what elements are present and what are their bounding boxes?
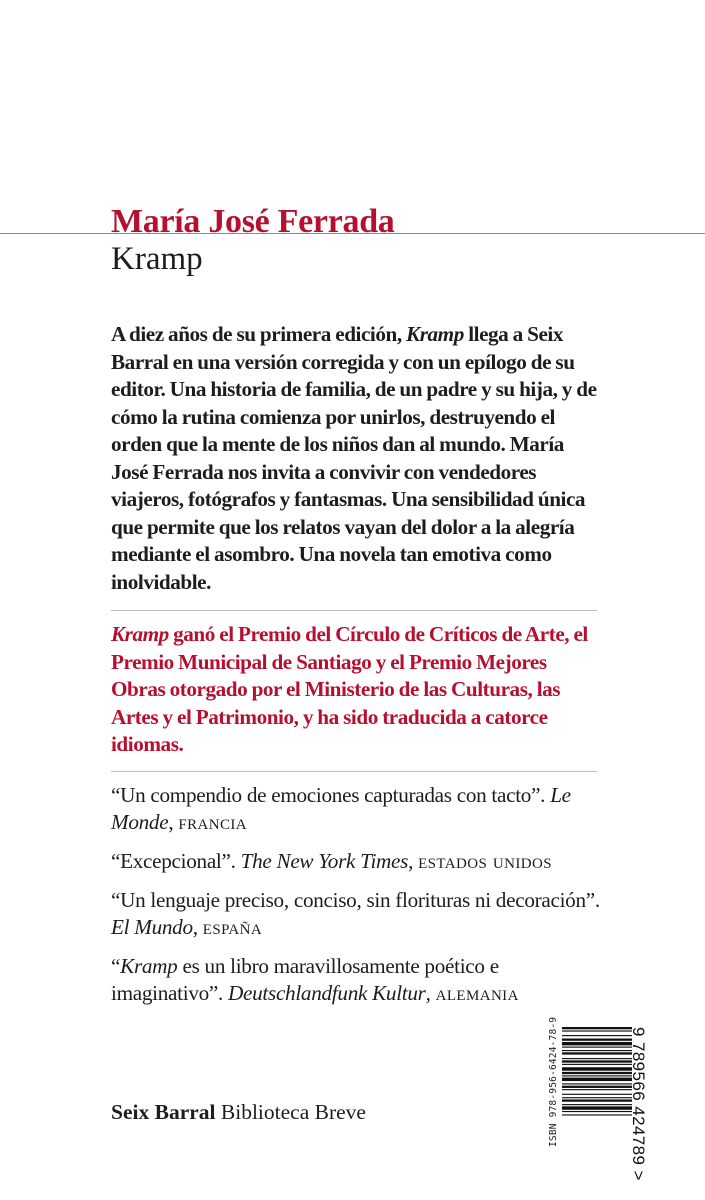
barcode-bar: [562, 1085, 632, 1087]
barcode-bar: [562, 1104, 632, 1105]
barcode-bar: [562, 1097, 632, 1098]
review-item: “Kramp es un libro maravillosamente poético e imaginativo”. Deutschlandfunk Kultur, alemania: [111, 953, 519, 1005]
barcode-bar: [562, 1030, 632, 1031]
bottom-area: [111, 1016, 705, 1181]
synopsis: [111, 321, 601, 596]
barcode-bar: [562, 1035, 632, 1036]
barcode-bar: [562, 1060, 632, 1062]
barcode-bar: [562, 1114, 632, 1115]
separator-rule: [111, 610, 597, 611]
review-country: alemania: [435, 980, 519, 1005]
barcode-bar: [562, 1106, 632, 1109]
review-country: españa: [202, 914, 263, 939]
review-quote: “Un lenguaje preciso, conciso, sin florituras ni decoración”.: [111, 887, 600, 912]
separator-rule: [111, 771, 597, 772]
review-country: francia: [178, 809, 247, 834]
barcode-bar: [562, 1038, 632, 1040]
awards-body: ganó el Premio del Círculo de Críticos de Arte, el Premio Municipal de Santiago y el Premio Mejores Obras otorgado por el Ministerio de las Culturas, las Artes y el Patrimonio, y ha sido traducida a catorce idiomas.: [111, 622, 588, 756]
review-quote: es un libro maravillosamente poético e imaginativo”.: [111, 953, 499, 1005]
barcode-bar: [562, 1027, 632, 1029]
review-country: estados unidos: [418, 848, 552, 873]
isbn-label: ISBN 978-956-6424-78-9: [548, 1016, 559, 1147]
barcode-bar: [562, 1089, 632, 1090]
review-source: Deutschlandfunk Kultur: [228, 980, 426, 1005]
review-title-italic: Kramp: [120, 953, 178, 978]
barcode-bar: [562, 1075, 632, 1076]
barcode-bar: [562, 1071, 632, 1073]
review-item: “Un compendio de emociones capturadas con tacto”. Le Monde, francia: [111, 782, 571, 834]
isbn-digits: 9 789566 424789 >: [629, 1026, 648, 1181]
review-source: The New York Times: [240, 848, 409, 873]
review-list: [111, 782, 601, 1007]
awards-title-italic: Kramp: [111, 622, 169, 646]
collection-name: Biblioteca Breve: [220, 1099, 366, 1124]
barcode-bar: [562, 1110, 632, 1111]
barcode-bar: [562, 1083, 632, 1084]
review-item: “Excepcional”. The New York Times, estados unidos: [111, 848, 552, 873]
review-source: El Mundo: [111, 914, 193, 939]
barcode-bar: [562, 1077, 632, 1080]
barcode-bar: [562, 1050, 632, 1051]
barcode-bar: [562, 1058, 632, 1059]
book-title: Kramp: [111, 241, 203, 277]
review-quote: “Excepcional”.: [111, 848, 241, 873]
review-item: “Un lenguaje preciso, conciso, sin florituras ni decoración”. El Mundo, españa: [111, 887, 600, 939]
synopsis-body: llega a Seix Barral en una versión corregida y con un epílogo de su editor. Una historia de familia, de un padre y su hija, y de cómo la rutina comienza por unirlos, destruyendo el orden que la mente de los niños dan al mundo. María José Ferrada nos invita a convivir con vendedores viajeros, fotógrafos y fantasmas. Una sensibilidad única que permite que los relatos vayan del dolor a la alegría mediante el asombro. Una novela tan emotiva como inolvidable.: [111, 322, 597, 594]
publisher-name: Seix Barral: [111, 1099, 216, 1124]
barcode-bar: [562, 1041, 632, 1044]
author-name: María José Ferrada: [111, 203, 395, 240]
barcode-bar: [562, 1046, 632, 1047]
awards-text: [111, 621, 601, 759]
barcode-bar: [562, 1052, 632, 1054]
barcode-bar: [562, 1063, 632, 1064]
barcode-bar: [562, 1099, 632, 1101]
synopsis-title-italic: Kramp: [406, 322, 464, 346]
barcode-bar: [562, 1093, 632, 1094]
review-quote: “Un compendio de emociones capturadas con tacto”.: [111, 782, 551, 807]
review-source: Le Monde: [111, 782, 571, 834]
barcode-bar: [562, 1067, 632, 1070]
synopsis-lead: A diez años de su primera edición,: [111, 322, 407, 346]
isbn-barcode: [546, 1016, 650, 1181]
publisher-imprint: [111, 1100, 366, 1125]
